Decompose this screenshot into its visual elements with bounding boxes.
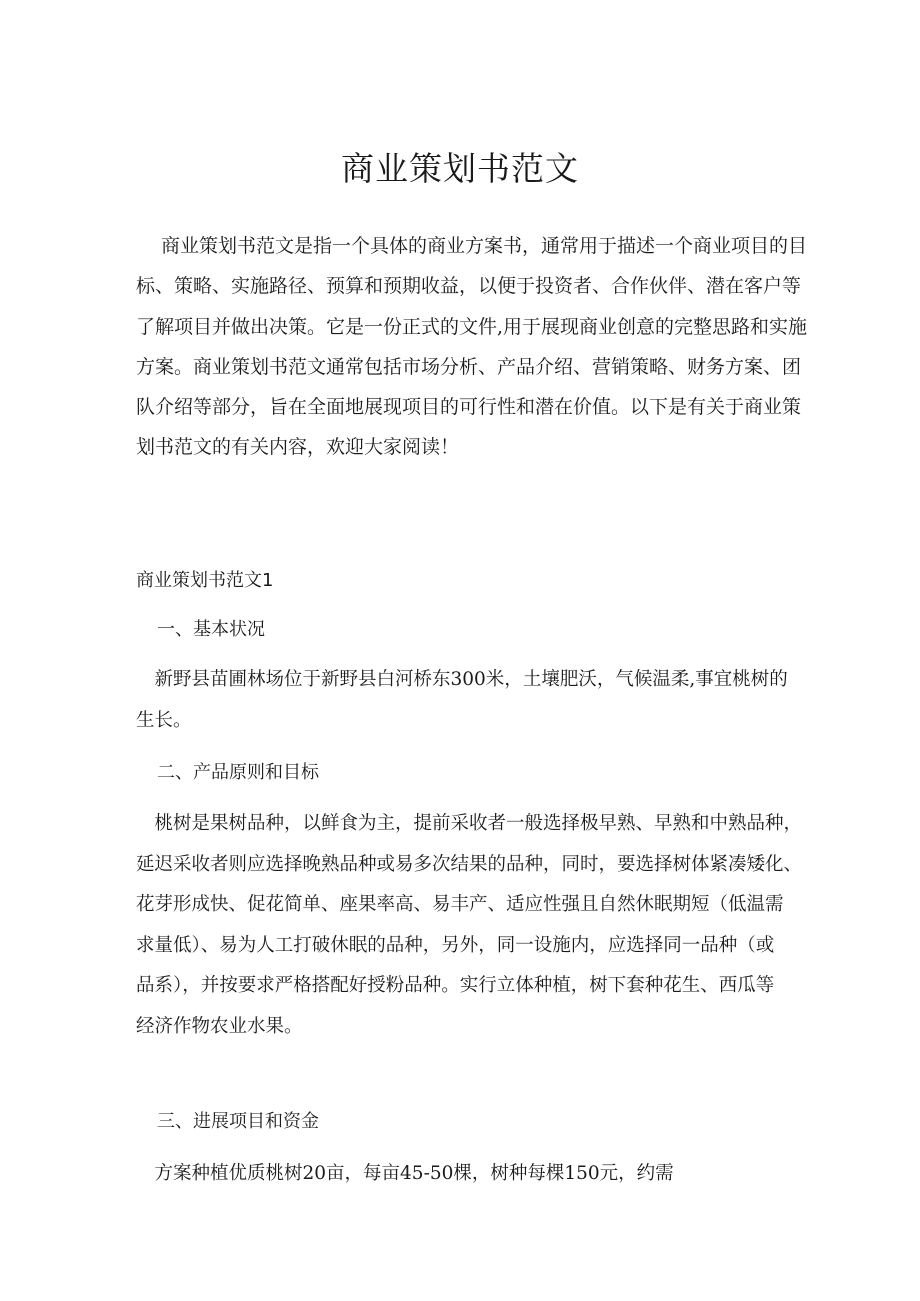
section-paragraph-product [136,804,803,1047]
intro-paragraph [136,226,808,468]
intro-line: 商业策划书范文是指一个具体的商业方案书，通常用于描述一个商业项目的目 [136,235,808,257]
paragraph-line: 新野县苗圃林场位于新野县白河桥东300米，土壤肥沃，气候温柔,事宜桃树的 [136,669,788,690]
paragraph-line: 桃树是果树品种，以鲜食为主，提前采收者一般选择极早熟、早熟和中熟品种， [136,813,803,834]
section-heading-product: 二、产品原则和目标 [157,762,319,783]
intro-line: 队介绍等部分，旨在全面地展现项目的可行性和潜在价值。以下是有关于商业策 [136,396,802,419]
section-paragraph-basic [136,660,796,741]
intro-line: 标、策略、实施路径、预算和预期收益，以便于投资者、合作伙伴、潜在客户等 [136,275,802,298]
paragraph-line: 花芽形成快、促花简单、座果率高、易丰产、适应性强且自然休眠期短（低温需 [136,894,784,915]
paragraph-line: 求量低）、易为人工打破休眠的品种，另外，同一设施内，应选择同一品种（或 [136,934,775,956]
section-heading-progress: 三、进展项目和资金 [157,1111,319,1132]
document-title: 商业策划书范文 [341,149,579,188]
paragraph-line: 方案种植优质桃树20亩，每亩45-50棵，树种每棵150元，约需 [136,1163,674,1184]
paragraph-line: 品系），并按要求严格搭配好授粉品种。实行立体种植，树下套种花生、西瓜等 [136,975,775,996]
paragraph-line: 延迟采收者则应选择晚熟品种或易多次结果的品种，同时，要选择树体紧凑矮化、 [136,853,803,875]
intro-line: 了解项目并做出决策。它是一份正式的文件,用于展现商业创意的完整思路和实施 [136,315,808,338]
intro-line: 方案。商业策划书范文通常包括市场分析、产品介绍、营销策略、财务方案、团 [136,355,802,378]
section-heading-basic: 一、基本状况 [157,619,265,640]
paragraph-line: 经济作物农业水果。 [136,1015,303,1037]
section-paragraph-progress [136,1154,796,1195]
section-title: 商业策划书范文1 [136,570,274,591]
intro-line: 划书范文的有关内容，欢迎大家阅读！ [136,436,460,459]
paragraph-line: 生长。 [136,709,192,731]
